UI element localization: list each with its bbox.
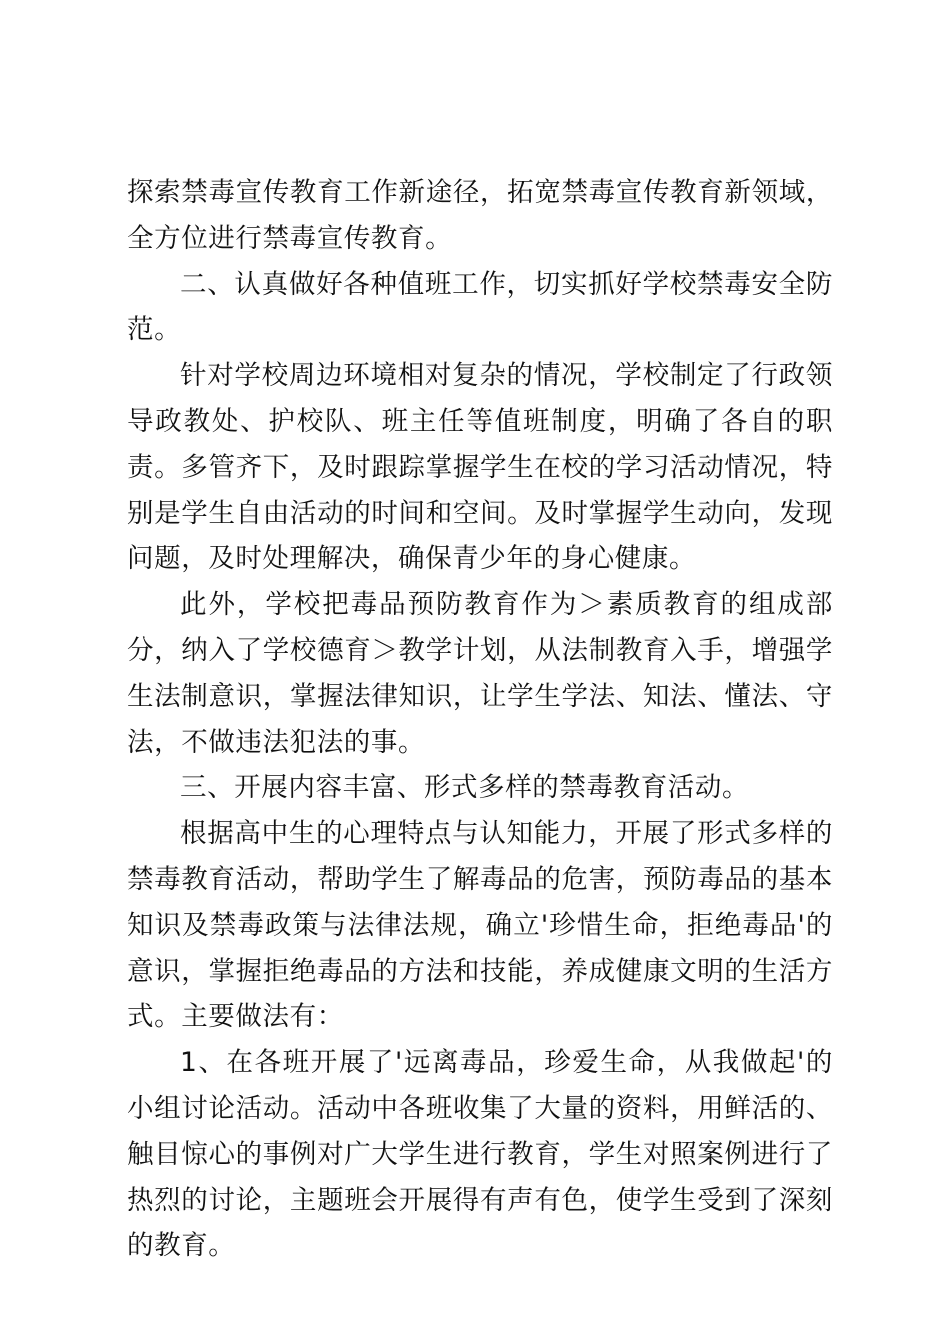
paragraph-continuation: 探索禁毒宣传教育工作新途径，拓宽禁毒宣传教育新领域，全方位进行禁毒宣传教育。: [127, 177, 833, 254]
paragraph-activities-intro: 根据高中生的心理特点与认知能力，开展了形式多样的禁毒教育活动，帮助学生了解毒品的危害，预防毒品的基本知识及禁毒政策与法律法规，确立'珍惜生命，拒绝毒品'的意识，掌握拒绝毒品的方法和技能，养成健康文明的生活方式。主要做法有：: [127, 818, 833, 1033]
document-page: [127, 170, 833, 1269]
paragraph-prevention-education: 此外，学校把毒品预防教育作为＞素质教育的组成部分，纳入了学校德育＞教学计划，从法制教育入手，增强学生法制意识，掌握法律知识，让学生学法、知法、懂法、守法，不做违法犯法的事。: [127, 589, 833, 758]
section-heading-three: 三、开展内容丰富、形式多样的禁毒教育活动。: [180, 772, 750, 804]
section-heading-two: 二、认真做好各种值班工作，切实抓好学校禁毒安全防范。: [127, 268, 833, 346]
paragraph-activity-one: 1、在各班开展了'远离毒品，珍爱生命，从我做起'的小组讨论活动。活动中各班收集了大量的资料，用鲜活的、触目惊心的事例对广大学生进行教育，学生对照案例进行了热烈的讨论，主题班会开展得有声有色，使学生受到了深刻的教育。: [127, 1047, 833, 1262]
paragraph-duty-system: 针对学校周边环境相对复杂的情况，学校制定了行政领导政教处、护校队、班主任等值班制度，明确了各自的职责。多管齐下，及时跟踪掌握学生在校的学习活动情况，特别是学生自由活动的时间和空间。及时掌握学生动向，发现问题，及时处理解决，确保青少年的身心健康。: [127, 360, 833, 575]
